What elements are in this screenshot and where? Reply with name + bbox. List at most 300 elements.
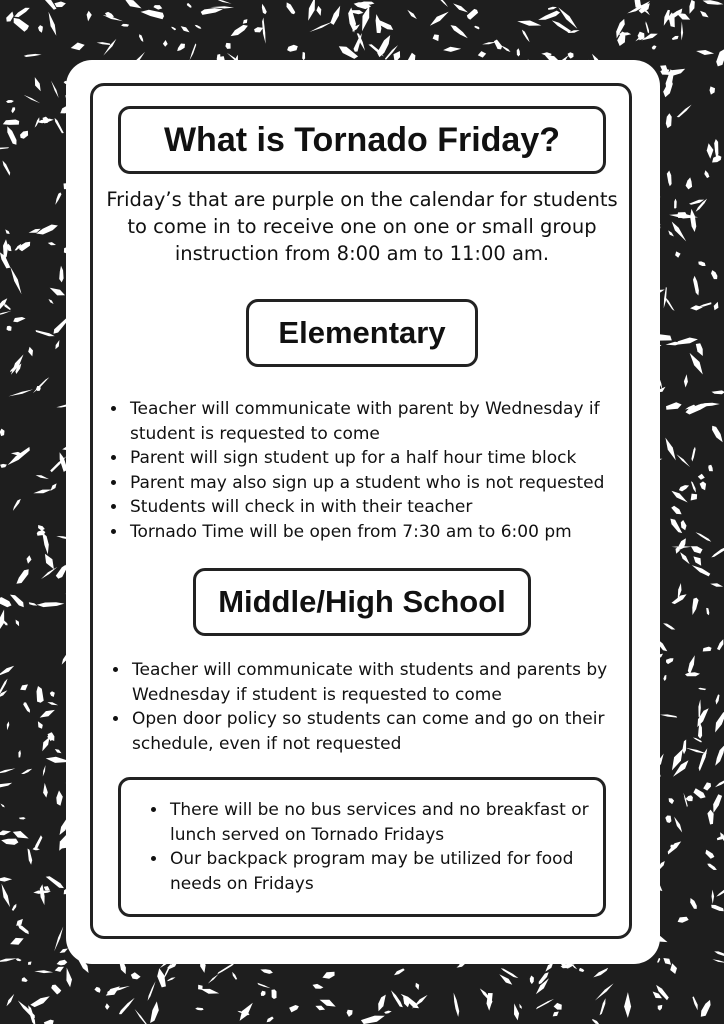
marble-speckle: [105, 1003, 110, 1010]
marble-speckle: [692, 565, 711, 576]
marble-speckle: [451, 25, 468, 38]
marble-speckle: [41, 567, 57, 579]
marble-speckle: [691, 481, 696, 492]
marble-speckle: [478, 51, 486, 58]
marble-speckle: [55, 192, 61, 205]
marble-speckle: [232, 972, 237, 980]
marble-speckle: [210, 6, 234, 8]
marble-speckle: [7, 326, 12, 331]
marble-speckle: [54, 2, 66, 8]
marble-speckle: [17, 924, 29, 935]
list-item: • Open door policy so students can come and go on their schedule, even if not requested: [130, 707, 640, 756]
marble-speckle: [668, 230, 674, 236]
marble-speckle: [595, 983, 614, 1000]
marble-speckle: [16, 620, 20, 627]
marble-speckle: [696, 532, 712, 542]
marble-speckle: [190, 43, 197, 60]
marble-speckle: [3, 120, 19, 125]
marble-speckle: [36, 386, 41, 391]
marble-speckle: [14, 8, 29, 17]
marble-speckle: [38, 25, 43, 33]
marble-speckle: [201, 8, 223, 15]
marble-speckle: [684, 374, 688, 387]
marble-speckle: [36, 330, 55, 336]
marble-speckle: [261, 991, 266, 996]
marble-speckle: [215, 0, 231, 4]
marble-speckle: [698, 699, 700, 717]
marble-speckle: [693, 556, 701, 565]
marble-speckle: [6, 12, 13, 22]
marble-speckle: [50, 691, 55, 697]
marble-speckle: [378, 995, 386, 1012]
marble-speckle: [55, 340, 59, 349]
marble-speckle: [6, 100, 14, 103]
marble-speckle: [522, 30, 530, 43]
marble-speckle: [665, 438, 675, 461]
marble-speckle: [707, 864, 717, 870]
marble-speckle: [308, 0, 315, 21]
marble-speckle: [693, 788, 705, 798]
marble-speckle: [309, 22, 333, 33]
marble-speckle: [517, 21, 541, 26]
marble-speckle: [716, 888, 724, 896]
marble-speckle: [38, 721, 43, 729]
marble-speckle: [44, 1020, 54, 1024]
marble-speckle: [40, 884, 45, 905]
marble-speckle: [60, 949, 68, 954]
marble-speckle: [717, 836, 723, 840]
marble-speckle: [407, 10, 417, 19]
marble-speckle: [453, 3, 468, 12]
marble-speckle: [657, 958, 660, 963]
marble-speckle: [677, 454, 691, 467]
marble-speckle: [710, 86, 716, 94]
marble-speckle: [157, 968, 166, 987]
marble-speckle: [55, 749, 62, 753]
marble-speckle: [8, 447, 30, 465]
marble-speckle: [712, 155, 721, 162]
marble-speckle: [49, 12, 57, 36]
marble-speckle: [135, 1009, 149, 1024]
marble-speckle: [13, 831, 29, 839]
marble-speckle: [666, 658, 674, 664]
marble-speckle: [42, 737, 49, 751]
marble-speckle: [87, 11, 92, 22]
marble-speckle: [51, 81, 59, 99]
marble-speckle: [703, 647, 712, 652]
marble-speckle: [593, 968, 608, 978]
marble-speckle: [287, 45, 298, 52]
marble-speckle: [34, 835, 42, 850]
marble-speckle: [362, 6, 369, 32]
marble-speckle: [377, 35, 390, 57]
marble-speckle: [1, 839, 18, 845]
marble-speckle: [208, 974, 219, 984]
marble-speckle: [666, 402, 682, 409]
marble-speckle: [677, 105, 692, 118]
marble-speckle: [35, 77, 41, 91]
marble-speckle: [691, 447, 695, 462]
marble-speckle: [552, 20, 571, 33]
marble-speckle: [415, 983, 419, 990]
marble-speckle: [686, 404, 710, 415]
marble-speckle: [43, 783, 48, 798]
marble-speckle: [672, 36, 679, 40]
marble-speckle: [579, 968, 584, 972]
list-item: • Students will check in with their teacher: [128, 495, 648, 520]
marble-speckle: [262, 18, 266, 44]
marble-speckle: [121, 24, 129, 27]
marble-speckle: [692, 996, 697, 1010]
marble-speckle: [3, 239, 8, 259]
marble-speckle: [59, 266, 63, 283]
marble-speckle: [0, 958, 17, 962]
marble-speckle: [347, 1010, 353, 1017]
marble-speckle: [55, 118, 64, 133]
marble-speckle: [698, 474, 705, 480]
marble-speckle: [13, 499, 21, 511]
marble-speckle: [646, 21, 650, 33]
marble-speckle: [272, 989, 277, 999]
marble-speckle: [42, 532, 49, 554]
marble-speckle: [30, 996, 50, 1007]
marble-speckle: [7, 721, 10, 730]
marble-speckle: [652, 45, 657, 49]
marble-speckle: [4, 304, 11, 310]
marble-speckle: [712, 390, 724, 394]
list-item: • Parent will sign student up for a half hour time block: [128, 446, 648, 471]
marble-speckle: [94, 987, 100, 993]
marble-speckle: [66, 968, 72, 988]
marble-speckle: [322, 972, 334, 979]
marble-speckle: [0, 877, 12, 882]
marble-speckle: [131, 972, 141, 979]
marble-speckle: [691, 494, 698, 501]
marble-speckle: [141, 10, 164, 20]
marble-speckle: [49, 299, 54, 304]
marble-speckle: [19, 817, 26, 819]
marble-speckle: [231, 25, 248, 36]
marble-speckle: [51, 985, 61, 995]
marble-speckle: [10, 938, 24, 945]
marble-speckle: [667, 171, 672, 187]
marble-speckle: [711, 905, 724, 912]
marble-speckle: [672, 222, 687, 242]
marble-speckle: [536, 999, 554, 1010]
marble-speckle: [684, 793, 688, 808]
marble-speckle: [686, 177, 693, 189]
marble-speckle: [45, 554, 54, 570]
marble-speckle: [530, 976, 534, 985]
marble-speckle: [37, 602, 65, 607]
marble-speckle: [682, 740, 686, 755]
marble-speckle: [705, 850, 714, 859]
marble-speckle: [12, 904, 17, 911]
marble-speckle: [18, 1001, 35, 1019]
marble-speckle: [394, 968, 405, 975]
marble-speckle: [499, 974, 512, 984]
marble-speckle: [708, 465, 713, 472]
marble-speckle: [23, 702, 30, 712]
marble-speckle: [711, 546, 724, 558]
marble-speckle: [47, 702, 58, 705]
page-title: What is Tornado Friday?: [118, 106, 606, 174]
marble-speckle: [715, 778, 724, 787]
marble-speckle: [681, 520, 687, 530]
marble-speckle: [0, 147, 9, 149]
marble-speckle: [11, 107, 15, 113]
marble-speckle: [715, 712, 724, 733]
notes-list: [146, 798, 618, 896]
marble-speckle: [260, 969, 273, 974]
marble-speckle: [10, 595, 24, 608]
marble-speckle: [57, 960, 68, 966]
marble-speckle: [195, 25, 202, 29]
marble-speckle: [148, 981, 156, 1001]
marble-speckle: [38, 525, 45, 531]
marble-speckle: [316, 6, 321, 16]
marble-speckle: [34, 970, 53, 973]
marble-speckle: [361, 1016, 385, 1024]
marble-speckle: [717, 639, 723, 650]
marble-speckle: [704, 170, 709, 178]
marble-speckle: [16, 569, 28, 584]
marble-speckle: [313, 984, 324, 989]
marble-speckle: [454, 993, 460, 1017]
marble-speckle: [2, 884, 11, 908]
marble-speckle: [106, 986, 120, 995]
marble-speckle: [689, 0, 694, 14]
marble-speckle: [678, 338, 698, 345]
marble-speckle: [384, 1011, 392, 1014]
marble-speckle: [7, 994, 15, 1006]
marble-speckle: [660, 65, 667, 71]
marble-speckle: [690, 209, 696, 232]
marble-speckle: [27, 555, 32, 563]
marble-speckle: [0, 830, 11, 835]
marble-speckle: [44, 886, 50, 891]
marble-speckle: [56, 565, 67, 579]
marble-speckle: [680, 552, 690, 564]
marble-speckle: [315, 1006, 325, 1011]
marble-speckle: [119, 998, 135, 1015]
marble-speckle: [554, 1003, 562, 1010]
marble-speckle: [691, 546, 703, 553]
marble-speckle: [685, 672, 700, 676]
marble-speckle: [163, 963, 171, 980]
marble-speckle: [46, 876, 64, 888]
marble-speckle: [287, 2, 296, 14]
marble-speckle: [201, 989, 220, 994]
marble-speckle: [686, 795, 693, 801]
marble-speckle: [698, 688, 706, 690]
list-item: • Tornado Time will be open from 7:30 am to 6:00 pm: [128, 520, 648, 545]
marble-speckle: [3, 161, 11, 176]
marble-speckle: [712, 959, 724, 963]
marble-speckle: [692, 598, 698, 615]
marble-speckle: [430, 12, 449, 26]
marble-speckle: [707, 143, 714, 159]
marble-speckle: [320, 1000, 336, 1007]
marble-speckle: [711, 270, 717, 279]
marble-speckle: [538, 11, 560, 20]
marble-speckle: [474, 26, 480, 30]
marble-speckle: [539, 972, 549, 984]
marble-speckle: [716, 49, 724, 67]
marble-speckle: [658, 1005, 663, 1011]
marble-speckle: [700, 481, 707, 490]
elementary-heading: Elementary: [246, 299, 478, 367]
marble-speckle: [267, 1017, 274, 1023]
marble-speckle: [289, 1005, 299, 1012]
marble-speckle: [670, 519, 682, 534]
marble-speckle: [679, 485, 689, 491]
marble-speckle: [0, 666, 14, 677]
marble-speckle: [703, 782, 711, 790]
marble-speckle: [330, 6, 340, 25]
marble-speckle: [225, 43, 230, 49]
marble-speckle: [254, 27, 263, 32]
marble-speckle: [698, 261, 705, 266]
marble-speckle: [592, 1019, 600, 1024]
marble-speckle: [548, 7, 557, 10]
marble-speckle: [7, 126, 16, 144]
marble-speckle: [18, 750, 21, 758]
marble-speckle: [29, 602, 38, 605]
marble-speckle: [163, 40, 168, 47]
marble-speckle: [710, 583, 723, 586]
marble-speckle: [663, 623, 675, 629]
marble-speckle: [674, 199, 677, 209]
marble-speckle: [50, 288, 65, 296]
list-item: • Teacher will communicate with parent by Wednesday if student is requested to come: [128, 397, 648, 446]
marble-speckle: [600, 998, 606, 1015]
marble-speckle: [517, 48, 520, 56]
marble-speckle: [501, 46, 510, 53]
marble-speckle: [690, 353, 703, 375]
marble-speckle: [28, 347, 33, 357]
marble-speckle: [24, 54, 42, 57]
marble-speckle: [56, 790, 63, 805]
list-item: • There will be no bus services and no breakfast or lunch served on Tornado Fridays: [168, 798, 618, 847]
marble-speckle: [0, 311, 11, 317]
marble-speckle: [20, 131, 28, 139]
marble-speckle: [28, 962, 32, 965]
marble-speckle: [714, 302, 719, 310]
marble-speckle: [693, 738, 702, 743]
marble-speckle: [14, 18, 29, 32]
marble-speckle: [690, 898, 697, 909]
marble-speckle: [671, 491, 687, 503]
elementary-list: [106, 397, 648, 544]
marble-speckle: [10, 267, 21, 295]
marble-speckle: [568, 52, 574, 58]
marble-speckle: [168, 977, 176, 981]
marble-speckle: [54, 318, 67, 334]
marble-speckle: [716, 694, 720, 704]
marble-speckle: [553, 1012, 559, 1017]
marble-speckle: [48, 242, 56, 245]
middle-high-list: [108, 658, 640, 756]
marble-speckle: [5, 229, 10, 234]
marble-speckle: [54, 927, 63, 952]
marble-speckle: [150, 1001, 159, 1023]
marble-speckle: [693, 276, 699, 296]
marble-speckle: [19, 242, 30, 252]
marble-speckle: [663, 958, 671, 965]
marble-speckle: [0, 804, 4, 808]
marble-speckle: [665, 297, 674, 311]
marble-speckle: [36, 475, 49, 479]
marble-speckle: [706, 608, 709, 615]
marble-speckle: [40, 710, 55, 718]
marble-speckle: [707, 810, 713, 825]
marble-speckle: [666, 113, 672, 128]
marble-speckle: [664, 287, 667, 308]
marble-speckle: [55, 967, 64, 972]
marble-speckle: [125, 0, 142, 8]
marble-speckle: [714, 951, 724, 957]
marble-speckle: [24, 95, 41, 103]
marble-speckle: [701, 1000, 711, 1017]
marble-speckle: [139, 34, 143, 42]
marble-speckle: [391, 990, 403, 1007]
marble-speckle: [675, 251, 681, 257]
marble-speckle: [33, 490, 52, 494]
marble-speckle: [696, 343, 703, 356]
marble-speckle: [712, 426, 723, 443]
marble-speckle: [514, 1003, 519, 1020]
marble-speckle: [663, 675, 666, 681]
marble-speckle: [0, 464, 7, 468]
marble-speckle: [43, 765, 46, 776]
marble-speckle: [195, 1008, 203, 1011]
marble-speckle: [187, 3, 192, 8]
marble-speckle: [688, 655, 695, 674]
marble-speckle: [665, 816, 671, 824]
marble-speckle: [33, 891, 51, 894]
marble-speckle: [713, 794, 722, 813]
marble-speckle: [672, 546, 692, 548]
marble-speckle: [467, 9, 478, 20]
marble-speckle: [153, 5, 162, 10]
list-item: • Our backpack program may be utilized for food needs on Fridays: [168, 847, 618, 896]
marble-speckle: [0, 609, 4, 634]
marble-speckle: [97, 42, 111, 45]
marble-speckle: [0, 768, 15, 774]
marble-speckle: [181, 26, 190, 32]
marble-speckle: [243, 19, 248, 24]
marble-speckle: [0, 597, 12, 607]
marble-speckle: [712, 890, 715, 904]
list-item: • Teacher will communicate with students and parents by Wednesday if student is requested to come: [130, 658, 640, 707]
marble-speckle: [45, 0, 57, 10]
marble-speckle: [177, 44, 185, 52]
marble-speckle: [257, 983, 270, 988]
marble-speckle: [401, 994, 419, 1008]
marble-speckle: [16, 958, 22, 961]
list-item: • Parent may also sign up a student who is not requested: [128, 471, 648, 496]
marble-speckle: [660, 714, 677, 717]
marble-speckle: [703, 0, 724, 5]
marble-speckle: [671, 506, 681, 515]
intro-text: Friday’s that are purple on the calendar for students to come in to receive one on one or small group instruction from 8:00 am to 11:00 am.: [106, 188, 618, 265]
marble-speckle: [0, 783, 12, 788]
marble-speckle: [20, 684, 28, 690]
marble-speckle: [0, 429, 5, 437]
marble-speckle: [21, 769, 32, 774]
marble-speckle: [696, 50, 714, 55]
